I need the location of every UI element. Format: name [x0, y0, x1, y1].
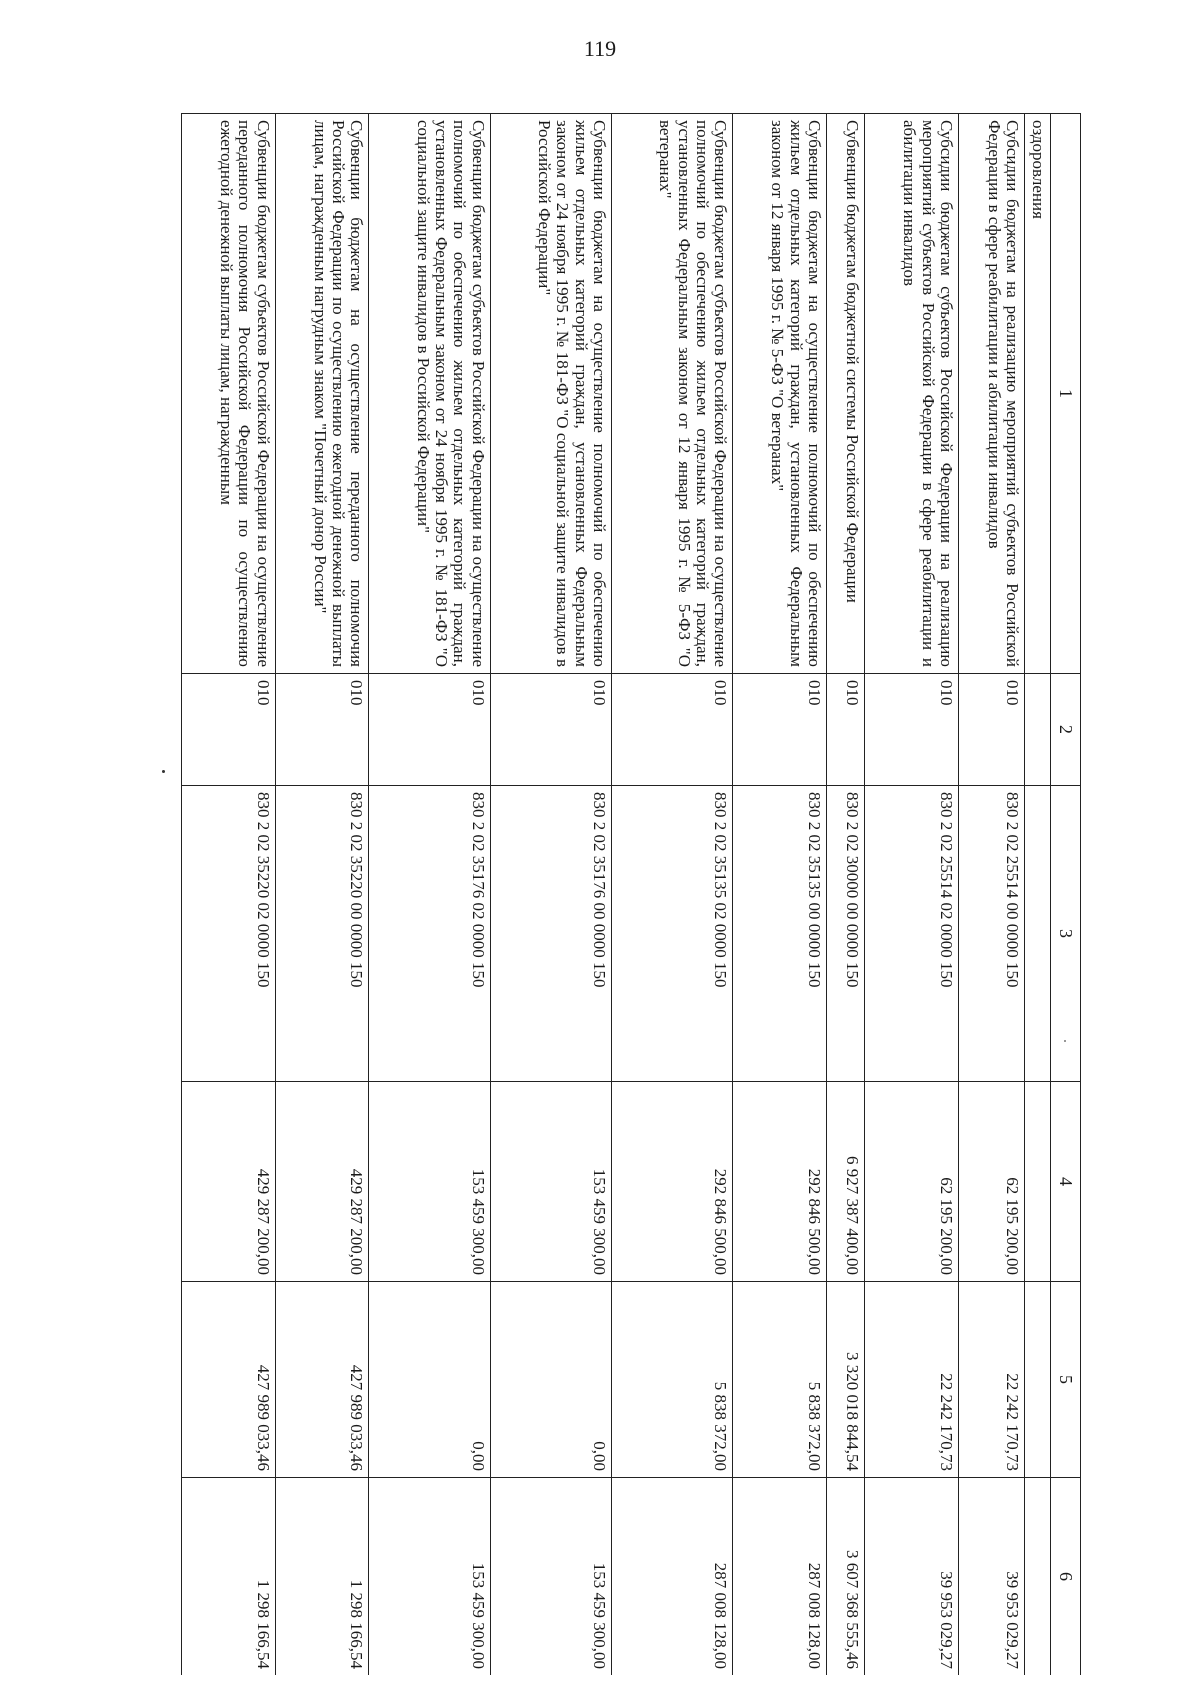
budget-table	[181, 113, 1081, 1675]
row-remaining: 153 459 300,00	[490, 1478, 611, 1676]
column-header-4: 4	[1051, 1082, 1081, 1282]
rotated-table-area	[181, 113, 1081, 1675]
row-remaining: 153 459 300,00	[369, 1478, 490, 1676]
page-number: 119	[583, 36, 617, 61]
row-admin-code: 010	[182, 674, 276, 786]
table-row	[369, 114, 490, 1676]
row-admin-code: 010	[612, 674, 733, 786]
row-description: Субвенции бюджетам на осуществление полномочий по обеспечению жильем отдельных категорий граждан, установленных Федеральным законом от 24 ноября 1995 г. № 181-ФЗ "О социальной защите инвалидов в Российской Федерации"	[490, 114, 611, 674]
row-plan: 292 846 500,00	[733, 1082, 827, 1282]
table-row	[182, 114, 276, 1676]
column-header-5: 5	[1051, 1282, 1081, 1478]
table-row	[959, 114, 1025, 1676]
table-row	[865, 114, 959, 1676]
row-remaining: 39 953 029,27	[865, 1478, 959, 1676]
row-admin-code: 010	[490, 674, 611, 786]
row-kbk: 830 2 02 35220 02 0000 150	[182, 786, 276, 1082]
row-remaining: 287 008 128,00	[612, 1478, 733, 1676]
row-description: Субвенции бюджетам субъектов Российской Федерации на осуществление переданного полномочия Российской Федерации по осуществлению ежегодной денежной выплаты лицам, награжденным	[182, 114, 276, 674]
row-plan: 6 927 387 400,00	[827, 1082, 865, 1282]
row-executed: 427 989 033,46	[182, 1282, 276, 1478]
row-kbk	[1025, 786, 1051, 1082]
row-kbk: 830 2 02 25514 00 0000 150	[959, 786, 1025, 1082]
row-executed: 0,00	[490, 1282, 611, 1478]
row-description: Субвенции бюджетам на осуществление полномочий по обеспечению жильем отдельных категорий граждан, установленных Федеральным законом от 12 января 1995 г. № 5-ФЗ "О ветеранах"	[733, 114, 827, 674]
row-plan: 153 459 300,00	[369, 1082, 490, 1282]
row-executed: 22 242 170,73	[959, 1282, 1025, 1478]
row-remaining	[1025, 1478, 1051, 1676]
table-row	[827, 114, 865, 1676]
row-description: Субвенции бюджетам субъектов Российской Федерации на осуществление полномочий по обеспечению жильем отдельных категорий граждан, установленных Федеральным законом от 12 января 1995 г. № 5-ФЗ "О ветеранах"	[612, 114, 733, 674]
row-plan: 429 287 200,00	[275, 1082, 369, 1282]
rotated-table	[181, 113, 1081, 1675]
row-kbk: 830 2 02 35176 00 0000 150	[490, 786, 611, 1082]
header-row	[1051, 114, 1081, 1676]
row-executed: 5 838 372,00	[612, 1282, 733, 1478]
table-row	[275, 114, 369, 1676]
row-admin-code: 010	[827, 674, 865, 786]
row-kbk: 830 2 02 25514 02 0000 150	[865, 786, 959, 1082]
row-remaining: 1 298 166,54	[275, 1478, 369, 1676]
row-plan: 429 287 200,00	[182, 1082, 276, 1282]
row-executed: 427 989 033,46	[275, 1282, 369, 1478]
row-kbk: 830 2 02 35176 02 0000 150	[369, 786, 490, 1082]
row-plan: 153 459 300,00	[490, 1082, 611, 1282]
row-executed: 5 838 372,00	[733, 1282, 827, 1478]
row-plan: 62 195 200,00	[865, 1082, 959, 1282]
row-remaining: 287 008 128,00	[733, 1478, 827, 1676]
row-kbk: 830 2 02 35220 00 0000 150	[275, 786, 369, 1082]
row-kbk: 830 2 02 35135 00 0000 150	[733, 786, 827, 1082]
table-row	[490, 114, 611, 1676]
row-plan: 62 195 200,00	[959, 1082, 1025, 1282]
table-row	[733, 114, 827, 1676]
row-admin-code: 010	[275, 674, 369, 786]
row-executed: 3 320 018 844,54	[827, 1282, 865, 1478]
row-description: Субвенции бюджетам на осуществление переданного полномочия Российской Федерации по осуществлению ежегодной денежной выплаты лицам, награжденным нагрудным знаком "Почетный донор России"	[275, 114, 369, 674]
row-remaining: 3 607 368 555,46	[827, 1478, 865, 1676]
row-remaining: 1 298 166,54	[182, 1478, 276, 1676]
row-admin-code: 010	[733, 674, 827, 786]
column-header-6: 6	[1051, 1478, 1081, 1676]
row-kbk: 830 2 02 35135 02 0000 150	[612, 786, 733, 1082]
row-plan	[1025, 1082, 1051, 1282]
row-remaining: 39 953 029,27	[959, 1478, 1025, 1676]
row-executed: 22 242 170,73	[865, 1282, 959, 1478]
row-description: Субсидии бюджетам субъектов Российской Федерации на реализацию мероприятий субъектов Российской Федерации в сфере реабилитации и абилитации инвалидов	[865, 114, 959, 674]
row-description: Субвенции бюджетам субъектов Российской Федерации на осуществление полномочий по обеспечению жильем отдельных категорий граждан, установленных Федеральным законом от 24 ноября 1995 г. № 181-ФЗ "О социальной защите инвалидов в Российской Федерации"	[369, 114, 490, 674]
row-admin-code: 010	[369, 674, 490, 786]
table-row	[612, 114, 733, 1676]
column-header-1: 1	[1051, 114, 1081, 674]
row-executed: 0,00	[369, 1282, 490, 1478]
row-description: оздоровления	[1025, 114, 1051, 674]
row-admin-code: 010	[865, 674, 959, 786]
row-admin-code	[1025, 674, 1051, 786]
row-description: Субвенции бюджетам бюджетной системы Российской Федерации	[827, 114, 865, 674]
row-admin-code: 010	[959, 674, 1025, 786]
continuation-row	[1025, 114, 1051, 1676]
row-plan: 292 846 500,00	[612, 1082, 733, 1282]
row-kbk: 830 2 02 30000 00 0000 150	[827, 786, 865, 1082]
column-header-3: 3	[1051, 786, 1081, 1082]
scan-speck	[162, 770, 165, 773]
column-header-2: 2	[1051, 674, 1081, 786]
row-executed	[1025, 1282, 1051, 1478]
row-description: Субсидии бюджетам на реализацию мероприятий субъектов Российской Федерации в сфере реабилитации и абилитации инвалидов	[959, 114, 1025, 674]
